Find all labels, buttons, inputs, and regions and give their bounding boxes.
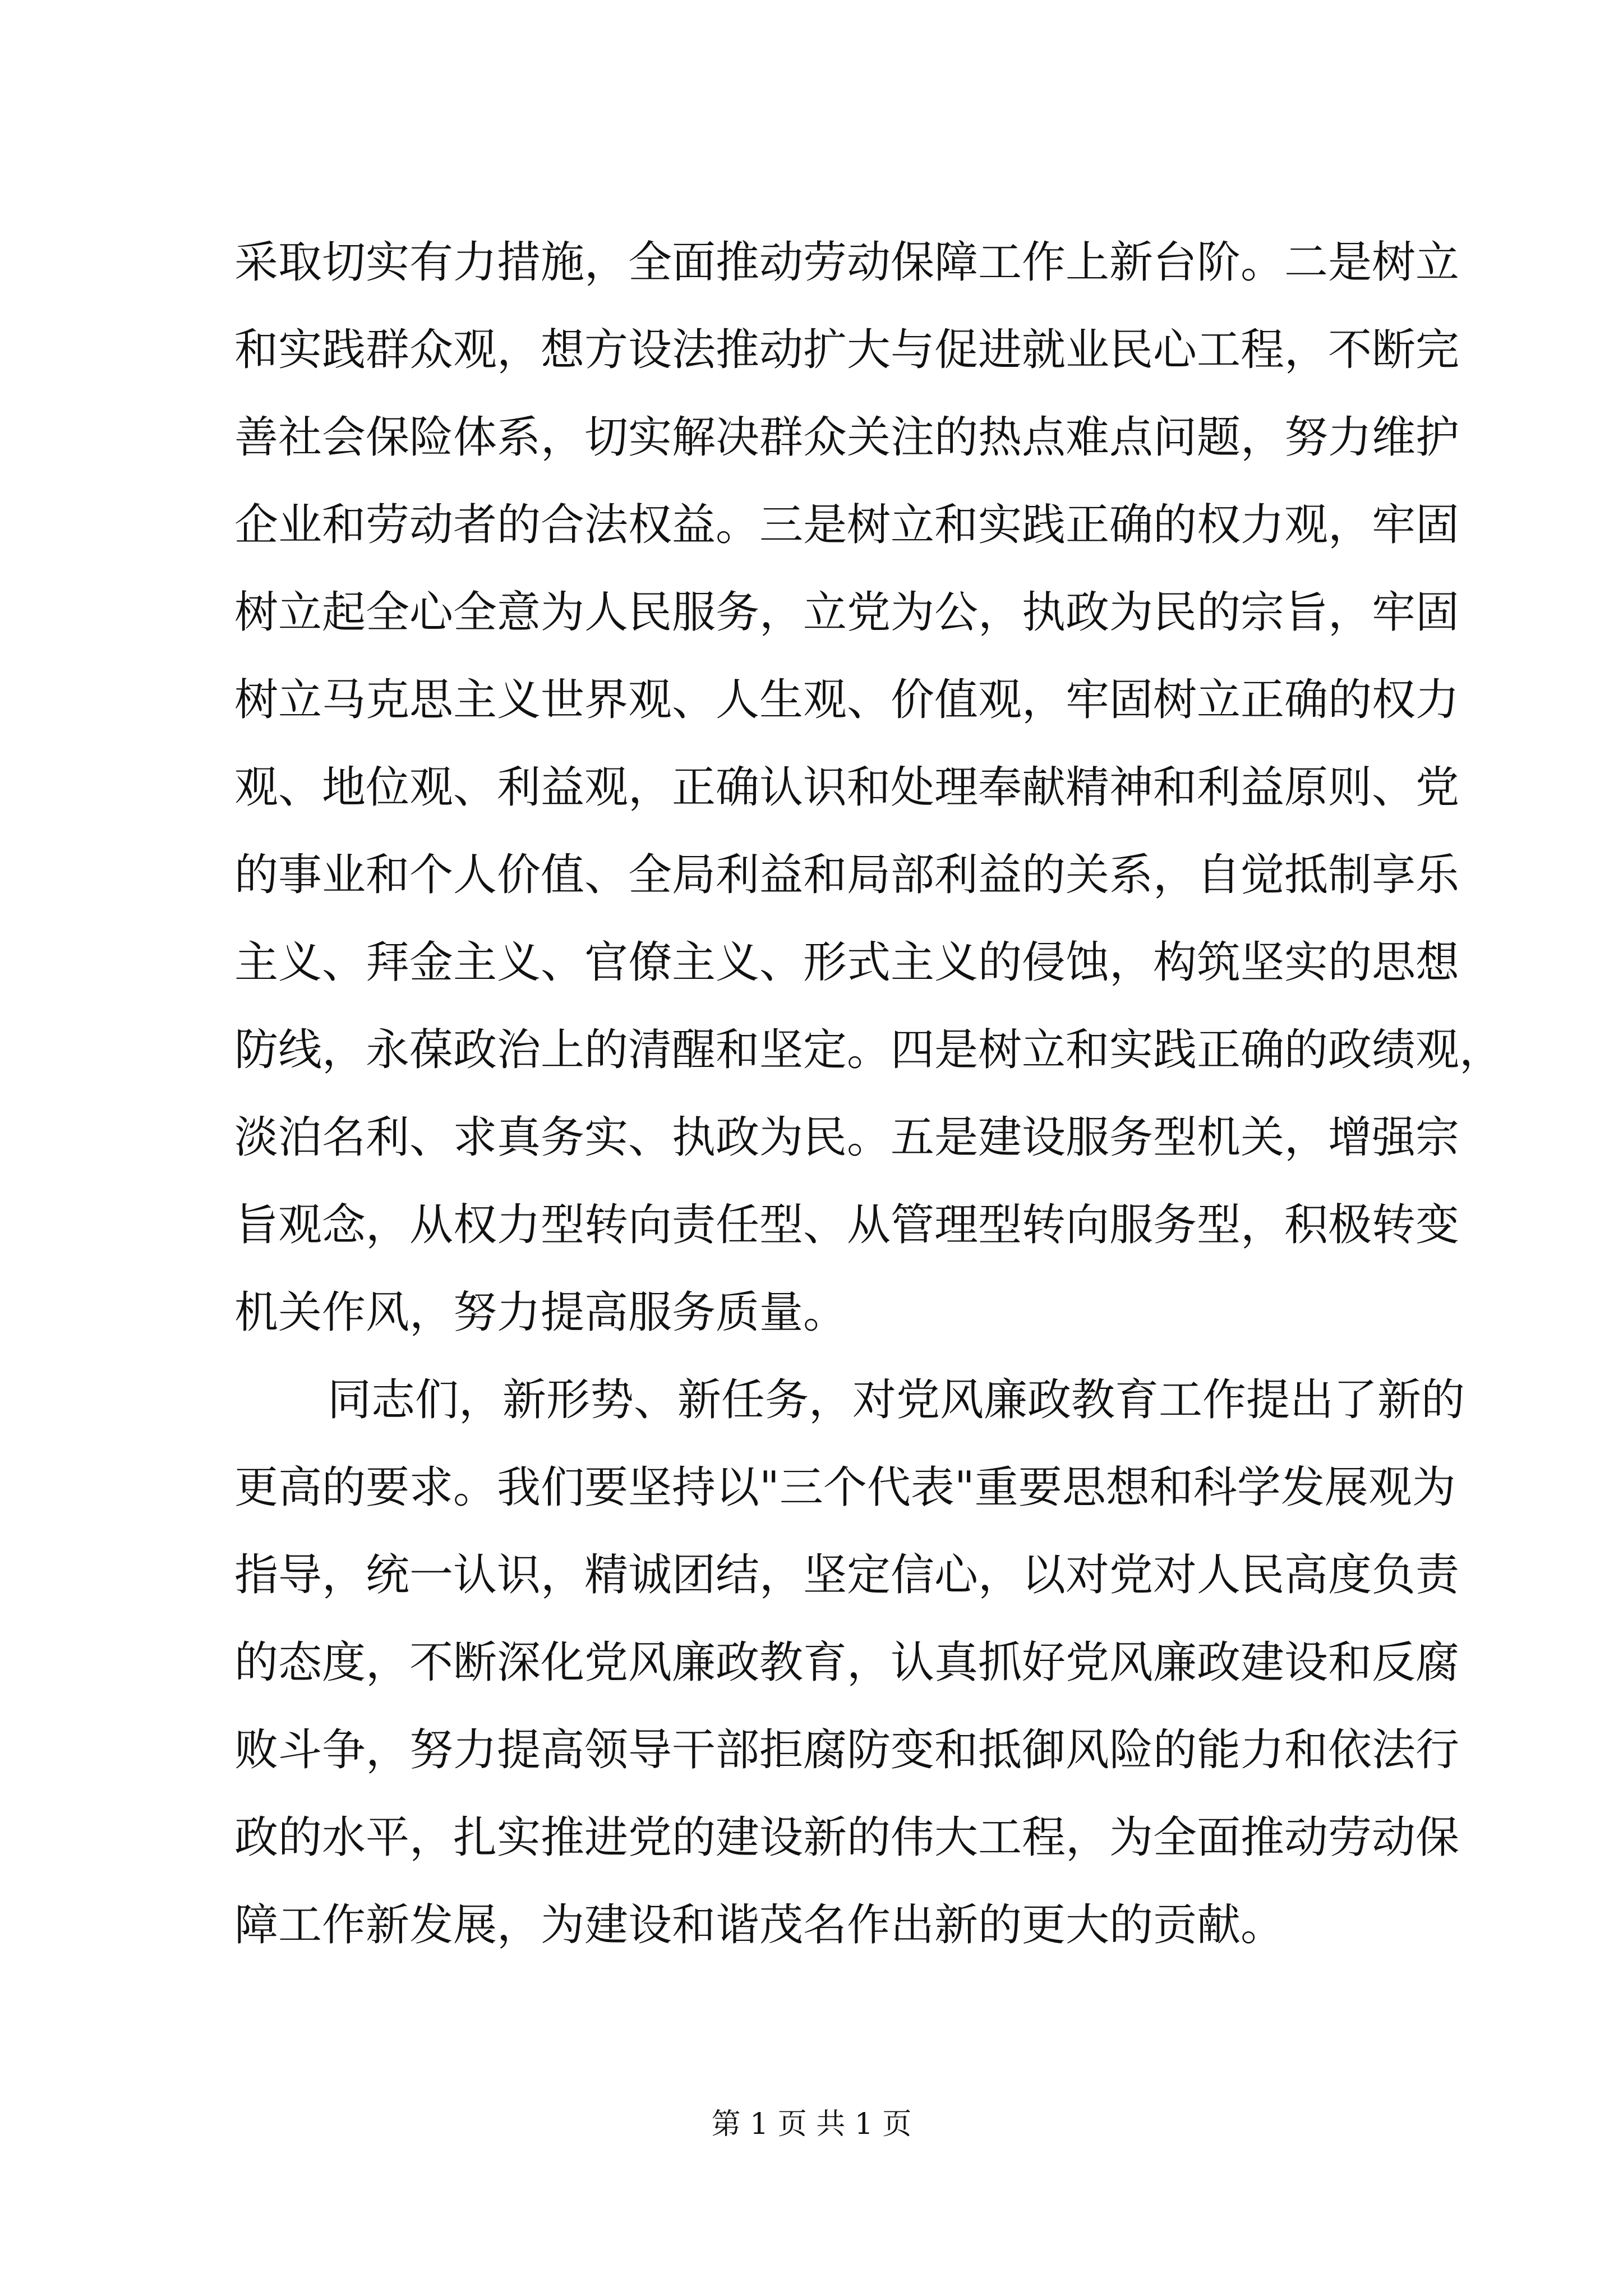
text-line: 的态度，不断深化党风廉政教育，认真抓好党风廉政建设和反腐 [234,1637,1460,1688]
text-line: 败斗争，努力提高领导干部拒腐防变和抵御风险的能力和依法行 [234,1725,1460,1775]
paragraph-1 [234,219,1504,1356]
text-line: 机关作风，努力提高服务质量。 [234,1287,847,1338]
text-line: 同志们，新形势、新任务，对党风廉政教育工作提出了新的 [328,1375,1465,1425]
text-line: 政的水平，扎实推进党的建设新的伟大工程，为全面推动劳动保 [234,1812,1460,1863]
text-line: 淡泊名利、求真务实、执政为民。五是建设服务型机关，增强宗 [234,1112,1460,1163]
text-line: 更高的要求。我们要坚持以"三个代表"重要思想和科学发展观为 [234,1462,1456,1513]
text-line: 指导，统一认识，精诚团结，坚定信心，以对党对人民高度负责 [234,1550,1460,1600]
text-line: 和实践群众观，想方设法推动扩大与促进就业民心工程，不断完 [234,325,1460,375]
text-line: 旨观念，从权力型转向责任型、从管理型转向服务型，积极转变 [234,1200,1460,1250]
text-line: 树立马克思主义世界观、人生观、价值观，牢固树立正确的权力 [234,675,1460,725]
text-line: 主义、拜金主义、官僚主义、形式主义的侵蚀，构筑坚实的思想 [234,937,1460,988]
text-line: 企业和劳动者的合法权益。三是树立和实践正确的权力观，牢固 [234,500,1460,550]
text-line: 观、地位观、利益观，正确认识和处理奉献精神和利益原则、党 [234,762,1460,813]
document-body [234,219,1504,1969]
text-line: 障工作新发展，为建设和谐茂名作出新的更大的贡献。 [234,1900,1285,1950]
paragraph-2 [234,1356,1465,1969]
text-line: 善社会保险体系，切实解决群众关注的热点难点问题，努力维护 [234,412,1460,463]
text-line: 防线，永葆政治上的清醒和坚定。四是树立和实践正确的政绩观， [234,1025,1504,1075]
text-line: 的事业和个人价值、全局利益和局部利益的关系，自觉抵制享乐 [234,850,1460,900]
page-footer: 第 1 页 共 1 页 [711,2108,912,2141]
text-line: 树立起全心全意为人民服务，立党为公，执政为民的宗旨，牢固 [234,587,1460,638]
text-line: 采取切实有力措施，全面推动劳动保障工作上新台阶。二是树立 [234,237,1460,288]
